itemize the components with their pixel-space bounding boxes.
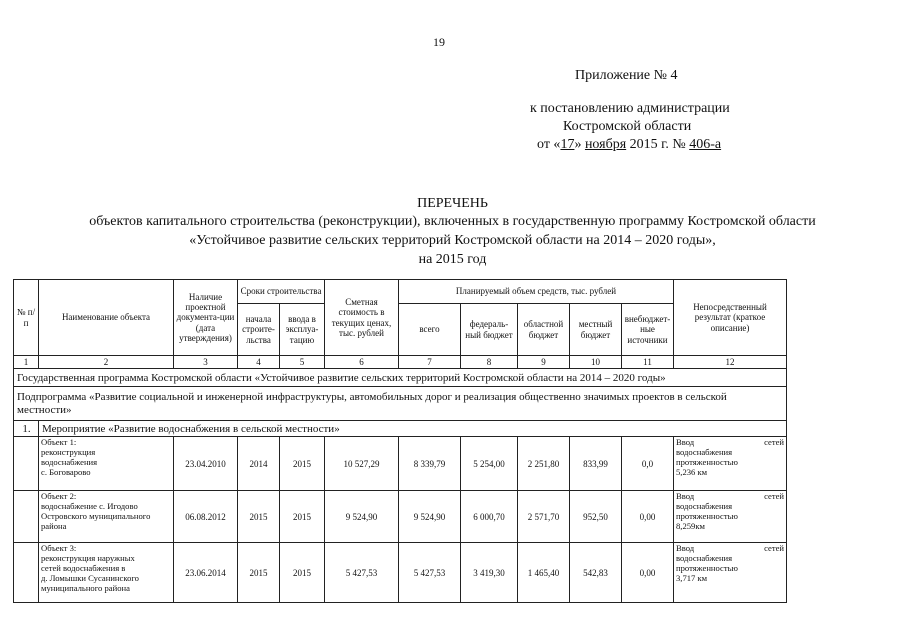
col-number: 4	[238, 356, 280, 369]
start-year: 2014	[238, 437, 280, 491]
document-title-line-2: «Устойчивое развитие сельских территорий Костромской области на 2014 – 2020 годы»,	[189, 233, 716, 248]
result-word: сетей	[764, 543, 784, 554]
col-number: 5	[280, 356, 325, 369]
federal-value: 5 254,00	[461, 437, 518, 491]
result-cell	[674, 437, 787, 491]
total-value: 5 427,53	[399, 543, 461, 603]
document-heading: ПЕРЕЧЕНЬ	[417, 196, 488, 211]
appendix-label: Приложение № 4	[575, 68, 678, 83]
cost-value: 9 524,90	[325, 491, 399, 543]
subprogram-row: Подпрограмма «Развитие социальной и инженерной инфраструктуры, автомобильных дорог и реализация общественно значимых проектов в сельской местности»	[14, 387, 787, 421]
object-name: Объект 3: реконструкция наружных сетей водоснабжения в д. Ломышки Сусанинского муниципального района	[39, 543, 174, 603]
header-name: Наименование объекта	[39, 280, 174, 356]
object-name: Объект 2: водоснабжение с. Игодово Островского муниципального района	[39, 491, 174, 543]
document-title-line-1: объектов капитального строительства (реконструкции), включенных в государственную программу Костромской области	[89, 214, 816, 229]
end-year: 2015	[280, 491, 325, 543]
page-number: 19	[433, 35, 445, 49]
result-word: сетей	[764, 491, 784, 502]
local-value: 542,83	[570, 543, 622, 603]
result-text: водоснабжения протяженностью 3,717 км	[676, 553, 738, 583]
cost-value: 10 527,29	[325, 437, 399, 491]
end-year: 2015	[280, 543, 325, 603]
header-local: местный бюджет	[570, 304, 622, 356]
start-year: 2015	[238, 543, 280, 603]
measure-number: 1.	[14, 421, 39, 437]
table-row	[14, 543, 787, 603]
regional-value: 1 465,40	[518, 543, 570, 603]
start-year: 2015	[238, 491, 280, 543]
local-value: 833,99	[570, 437, 622, 491]
program-row: Государственная программа Костромской области «Устойчивое развитие сельских территорий Костромской области на 2014 – 2020 годы»	[14, 369, 787, 387]
extra-value: 0,00	[622, 543, 674, 603]
result-word: сетей	[764, 437, 784, 448]
regional-value: 2 571,70	[518, 491, 570, 543]
col-number: 2	[39, 356, 174, 369]
federal-value: 6 000,70	[461, 491, 518, 543]
result-text: водоснабжения протяженностью 8,259км	[676, 501, 738, 531]
result-word: Ввод	[676, 491, 695, 502]
federal-value: 3 419,30	[461, 543, 518, 603]
doc-date: 23.06.2014	[174, 543, 238, 603]
doc-date: 06.08.2012	[174, 491, 238, 543]
decree-prefix: от «	[537, 137, 561, 152]
table-row	[14, 437, 787, 491]
column-number-row	[14, 356, 787, 369]
cost-value: 5 427,53	[325, 543, 399, 603]
decree-mid: »	[574, 137, 585, 152]
objects-table	[13, 279, 787, 603]
end-year: 2015	[280, 437, 325, 491]
decree-date	[537, 137, 721, 153]
header-commission: ввода в эксплуа-тацию	[280, 304, 325, 356]
total-value: 9 524,90	[399, 491, 461, 543]
result-word: Ввод	[676, 437, 695, 448]
extra-value: 0,0	[622, 437, 674, 491]
header-extra: внебюджет-ные источники	[622, 304, 674, 356]
header-federal: федераль-ный бюджет	[461, 304, 518, 356]
header-doc: Наличие проектной документа-ции (дата утверждения)	[174, 280, 238, 356]
result-cell	[674, 491, 787, 543]
header-terms: Сроки строительства	[238, 280, 325, 304]
decree-number: 406-а	[689, 137, 722, 152]
result-text: водоснабжения протяженностью 5,236 км	[676, 447, 738, 477]
col-number: 8	[461, 356, 518, 369]
total-value: 8 339,79	[399, 437, 461, 491]
col-number: 12	[674, 356, 787, 369]
header-num: № п/п	[14, 280, 39, 356]
decree-day: 17	[560, 137, 575, 152]
decree-month: ноября	[584, 137, 627, 152]
result-word: Ввод	[676, 543, 695, 554]
extra-value: 0,00	[622, 491, 674, 543]
decree-line-2: Костромской области	[563, 119, 692, 134]
result-cell	[674, 543, 787, 603]
doc-date: 23.04.2010	[174, 437, 238, 491]
col-number: 7	[399, 356, 461, 369]
col-number: 9	[518, 356, 570, 369]
header-total: всего	[399, 304, 461, 356]
header-planned: Планируемый объем средств, тыс. рублей	[399, 280, 674, 304]
header-start: начала строите-льства	[238, 304, 280, 356]
decree-year: 2015 г. №	[626, 137, 690, 152]
local-value: 952,50	[570, 491, 622, 543]
decree-line-1: к постановлению администрации	[530, 101, 730, 116]
col-number: 10	[570, 356, 622, 369]
header-result: Непосредственный результат (краткое описание)	[674, 280, 787, 356]
object-name: Объект 1: реконструкция водоснабжения с. Боговарово	[39, 437, 174, 491]
regional-value: 2 251,80	[518, 437, 570, 491]
col-number: 3	[174, 356, 238, 369]
header-regional: областной бюджет	[518, 304, 570, 356]
table-row	[14, 491, 787, 543]
col-number: 1	[14, 356, 39, 369]
header-cost: Сметная стоимость в текущих ценах, тыс. рублей	[325, 280, 399, 356]
measure-row: Мероприятие «Развитие водоснабжения в сельской местности»	[39, 421, 787, 437]
col-number: 11	[622, 356, 674, 369]
col-number: 6	[325, 356, 399, 369]
document-title-line-3: на 2015 год	[418, 252, 487, 267]
